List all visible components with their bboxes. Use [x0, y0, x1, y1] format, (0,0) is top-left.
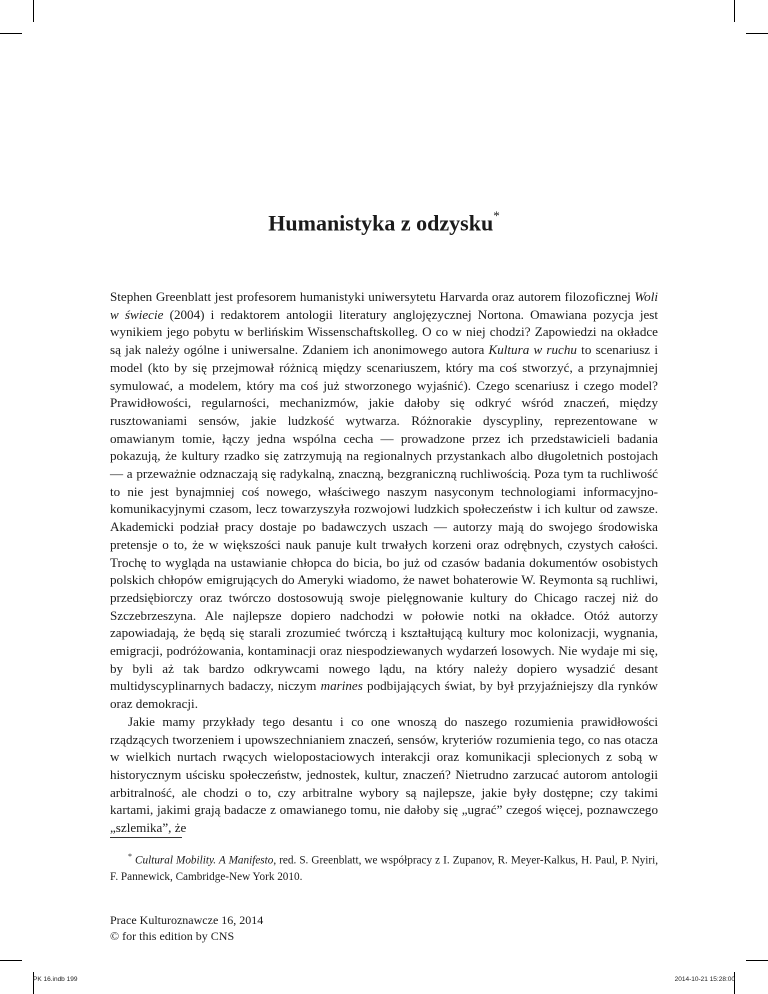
slug-filename: PK 16.indb 199 — [33, 976, 78, 983]
copyright-line: © for this edition by CNS — [110, 929, 235, 943]
paragraph-2: Jakie mamy przykłady tego desantu i co one wnoszą do naszego rozumienia prawidłowości rządzących tworzeniem i upowszechnianiem znaczeń, sensów, kryteriów rozumienia tego, co nas otacza w wielkich nurtach rwących wielopostaciowych interakcji oraz komunikacji splecionych z sobą w historycznym uścisku społeczeństw, jednostek, kultur, znaczeń? Nietrudno zarzucać autorom antologii arbitralność, ale chodzi o to, czy arbitralne wybory są najlepsze, jakie były dostępne; czy takimi kartami, jakimi grają badacze z omawianego tomu, nie dałoby się „ugrać” czegoś więcej, poznawczego „szlemika”, że — [110, 713, 658, 836]
crop-mark-bottom-left — [0, 960, 22, 961]
crop-mark-top-right — [734, 0, 735, 22]
footnote-divider — [110, 837, 182, 838]
page-title — [0, 210, 768, 236]
crop-mark-top-left — [33, 0, 34, 22]
italic-title-wola: Woli w świecie — [110, 289, 658, 322]
crop-mark-top-left — [0, 33, 22, 34]
journal-line: Prace Kulturoznawcze 16, 2014 — [110, 913, 264, 927]
footnote-text: , red. S. Greenblatt, we współpracy z I. Zupanov, R. Meyer-Kalkus, H. Paul, P. Nyiri, F. Pannewick, Cambridge-New York 2010. — [110, 854, 658, 883]
paragraph-1: Stephen Greenblatt jest profesorem humanistyki uniwersytetu Harvarda oraz autorem filozoficznej Woli w świecie (2004) i redaktorem antologii literatury anglojęzycznej Nortona. Omawiana pozycja jest wynikiem jego pobytu w berlińskim Wissenschaftskolleg. O co w niej chodzi? Zapowiedzi na okładce są jak należy ogólne i uniwersalne. Zdaniem ich anonimowego autora Kultura w ruchu to scenariusz i model (kto by się przejmował różnicą między scenariuszem, który ma coś stworzyć, a przynajmniej symulować, a modelem, który ma coś już stworzonego wyjaśnić). Czego scenariusz i czego model? Prawidłowości, regularności, mechanizmów, jakie dałoby się odkryć wśród znaczeń, między rusztowaniami sensów, jakie ludzkość wytwarza. Różnorakie dyscypliny, reprezentowane w omawianym tomie, łączy jedna wspólna cecha — prowadzone przez ich przedstawicieli badania pokazują, że kultury rzadko się zatrzymują na regionalnych przystankach albo długoletnich postojach — a przeważnie odznaczają się radykalną, znaczną, bezgraniczną ruchliwością. Poza tym ta ruchliwość to nie jest bynajmniej coś nowego, właściwego naszym nasyconym technologiami informacyjno-komunikacyjnymi czasom, lecz towarzyszyła rozwojowi ludzkich społeczeństw i ich kultur od zawsze. Akademicki podział pracy dostaje po badawczych uszach — autorzy mają do swojego środowiska pretensje o to, że w większości nauk panuje kult trwałych korzeni oraz odrębnych, czystych całości. Trochę to wygląda na ustawianie chłopca do bicia, bo już od czasów badania dokumentów osobistych polskich chłopów emigrujących do Ameryki wiadomo, że nawet bohaterowie W. Reymonta są ruchliwi, przedsiębiorczy oraz twórczo dostosowują swoje pielęgnowanie kultury do Chicago raczej niż do Szczebrzeszyna. Ale najlepsze dopiero nadchodzi w połowie notki na okładce. Otóż autorzy zapowiadają, że będą się starali zrozumieć twórczą i kształtującą kultury moc kolonizacji, wygnania, emigracji, podróżowania, kontaminacji oraz niespodziewanych wydarzeń losowych. Nie wydaje mi się, by byli aż tak bardzo odkrywcami nowego lądu, na który należy dopiero wysadzić desant multidyscyplinarnych badaczy, niczym marines podbijających świat, by był przyjaźniejszy dla rynków oraz demokracji. — [110, 289, 659, 712]
footnote — [110, 849, 658, 885]
italic-title-kultura: Kultura w ruchu — [488, 342, 577, 358]
publication-info — [110, 912, 263, 944]
title-text: Humanistyka z odzysku — [268, 210, 494, 236]
crop-mark-top-right — [746, 33, 768, 34]
slug-timestamp: 2014-10-21 15:28:00 — [674, 976, 735, 983]
crop-mark-bottom-right — [746, 960, 768, 961]
footnote-mark: * — [128, 852, 132, 861]
body-text — [110, 288, 658, 837]
italic-marines: marines — [320, 678, 363, 694]
footnote-book-title: Cultural Mobility. A Manifesto — [135, 854, 274, 867]
title-footnote-mark: * — [493, 208, 500, 223]
